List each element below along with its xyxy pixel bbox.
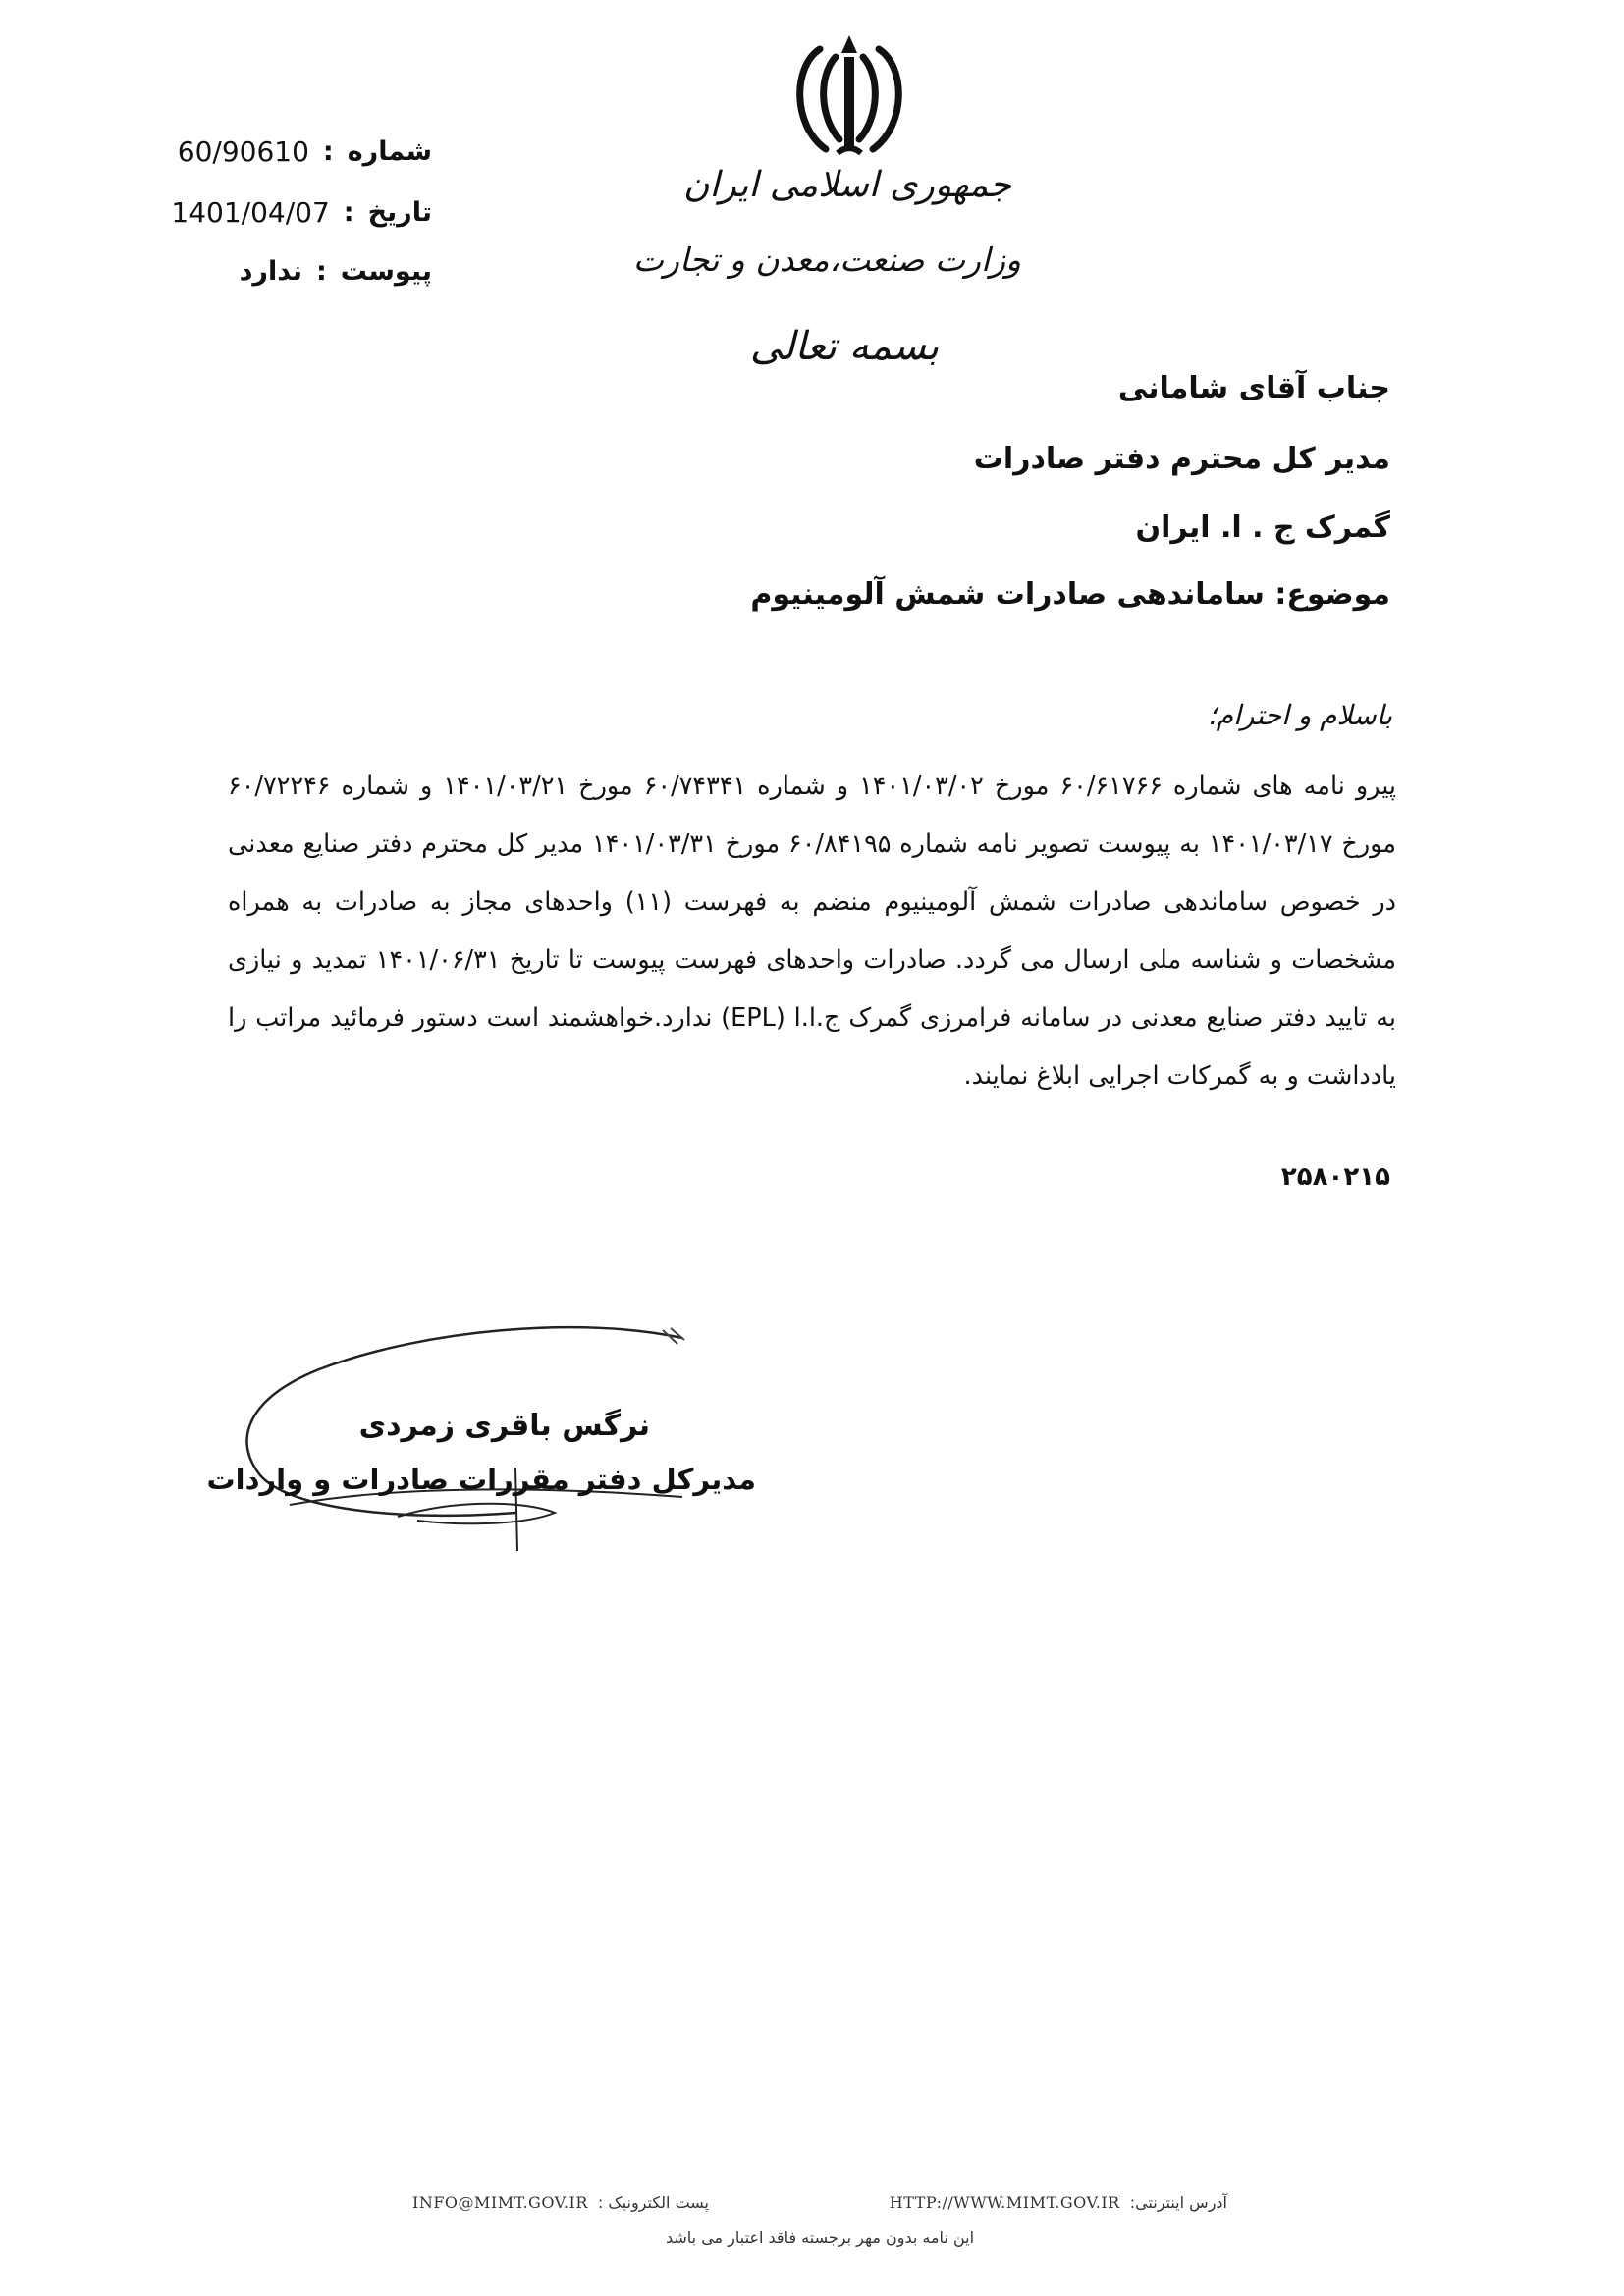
letter-date-separator: : [343,196,354,228]
letter-attachment-row [157,247,432,294]
invocation-text: بسمه تعالی [749,324,940,369]
letter-attachment-separator: : [315,255,327,287]
salutation: باسلام و احترام؛ [1207,699,1392,731]
addressee-name: جناب آقای شامانی [1117,371,1390,405]
signature-scribble-icon [231,1320,702,1571]
signatory-name: نرگس باقری زمردی [358,1409,650,1443]
footer-contact [412,2187,1227,2216]
footer-email-value: INFO@MIMT.GOV.IR [412,2192,588,2212]
ministry-name: وزارت صنعت،معدن و تجارت [632,240,1021,279]
letter-date-value: 1401/04/07 [171,195,330,229]
letter-attachment-label: پیوست [340,255,432,287]
country-name: جمهوری اسلامی ایران [683,165,1011,205]
letter-subject: موضوع: ساماندهی صادرات شمش آلومینیوم [750,577,1390,612]
letter-number-row [157,128,432,175]
footer-validity-note: این نامه بدون مهر برجسته فاقد اعتبار می باشد [665,2228,975,2247]
letter-number-value: 60/90610 [177,134,309,168]
addressee-organization: گمرک ج . ا. ایران [1135,510,1390,545]
footer-website-value: HTTP://WWW.MIMT.GOV.IR [889,2192,1120,2212]
letter-body: پیرو نامه های شماره ۶۰/۶۱۷۶۶ مورخ ۱۴۰۱/۰۳/۰۲ و شماره ۶۰/۷۴۳۴۱ مورخ ۱۴۰۱/۰۳/۲۱ و شماره ۶۰/۷۲۲۴۶ مورخ ۱۴۰۱/۰۳/۱۷ به پیوست تصویر نامه شماره ۶۰/۸۴۱۹۵ مورخ ۱۴۰۱/۰۳/۳۱ مدیر کل محترم دفتر صنایع معدنی در خصوص ساماندهی صادرات شمش آلومینیوم منضم به فهرست (۱۱) واحدهای مجاز به صادرات به همراه مشخصات و شناسه ملی ارسال می گردد. صادرات واحدهای فهرست پیوست تا تاریخ ۱۴۰۱/۰۶/۳۱ تمدید و نیازی به تایید دفتر صنایع معدنی در سامانه فرامرزی گمرک ج.ا.ا (EPL) ندارد.خواهشمند است دستور فرمائید مراتب را یادداشت و به گمرکات اجرایی ابلاغ نمایند. [228,772,1397,1091]
iran-emblem-icon [781,27,918,165]
footer-website [890,2193,1227,2212]
letter-number-label: شماره [347,135,432,167]
signatory-title: مدیرکل دفتر مقررات صادرات و واردات [206,1463,756,1496]
letter-date-row [157,188,432,236]
footer-email [412,2193,709,2212]
footer-email-label: پست الکترونیک : [597,2192,709,2212]
letter-date-label: تاریخ [367,196,432,228]
letter-attachment-value: ندارد [239,255,302,287]
footer-website-label: آدرس اینترنتی: [1129,2192,1227,2212]
addressee-title: مدیر کل محترم دفتر صادرات [973,442,1390,476]
reference-number: ۲۵۸۰۲۱۵ [1280,1162,1390,1192]
letter-number-separator: : [322,135,334,167]
